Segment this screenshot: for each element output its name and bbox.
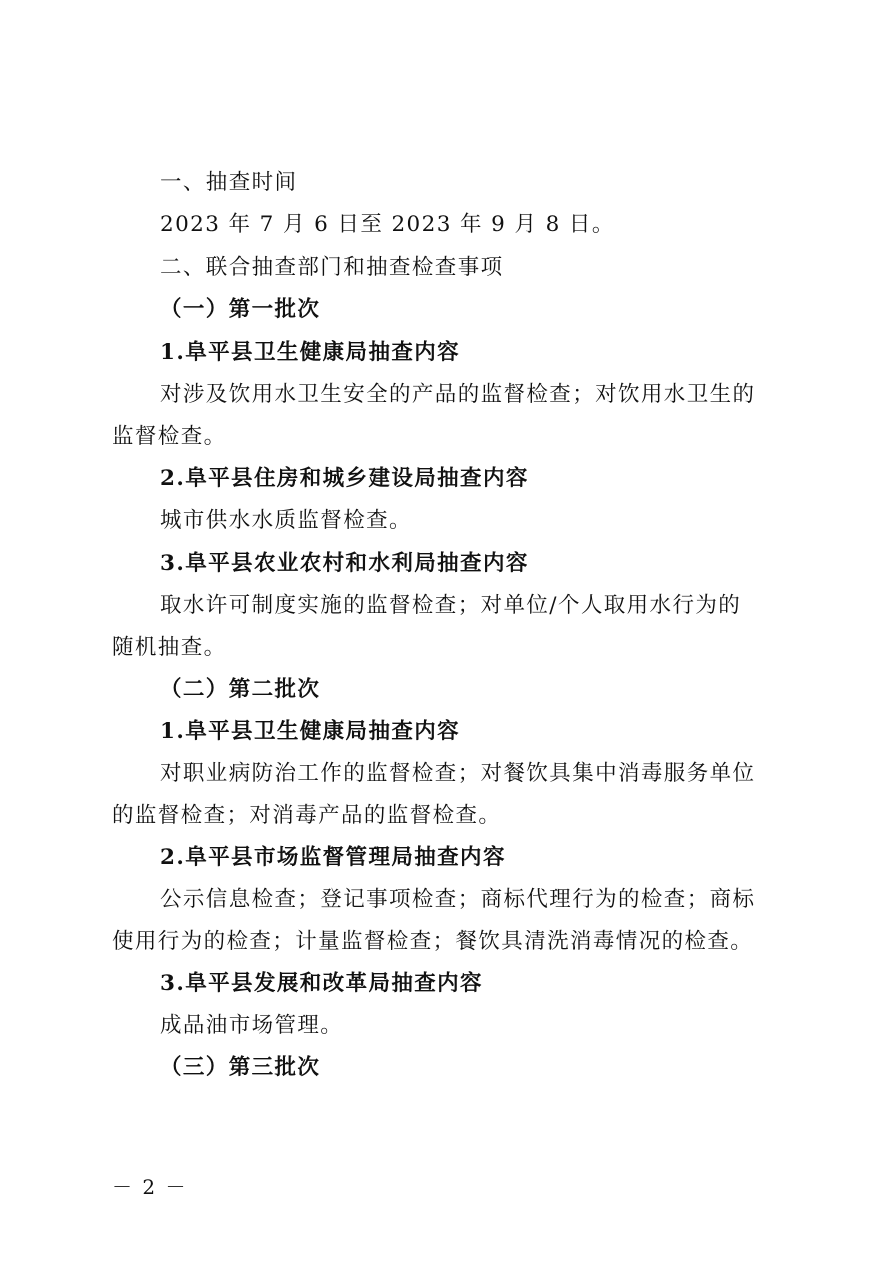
batch-2-item-2-title: 2.阜平县市场监督管理局抽查内容	[160, 845, 506, 870]
batch-1-item-3-line-1: 取水许可制度实施的监督检查；对单位/个人取用水行为的	[160, 593, 742, 618]
batch-2-item-1-title: 1.阜平县卫生健康局抽查内容	[160, 719, 461, 744]
batch-2-item-3-title: 3.阜平县发展和改革局抽查内容	[160, 971, 483, 996]
batch-2-item-2-line-2: 使用行为的检查；计量监督检查；餐饮具清洗消毒情况的检查。	[112, 929, 754, 954]
batch-1-item-1-line-2: 监督检查。	[112, 424, 227, 449]
batch-1-item-2-title: 2.阜平县住房和城乡建设局抽查内容	[160, 466, 529, 491]
page-number: － 2 －	[112, 1175, 188, 1199]
batch-1-item-1-title: 1.阜平县卫生健康局抽查内容	[160, 340, 461, 365]
batch-1-heading: （一）第一批次	[160, 297, 321, 322]
batch-1-item-1-line-1: 对涉及饮用水卫生安全的产品的监督检查；对饮用水卫生的	[160, 382, 756, 407]
batch-1-item-3-title: 3.阜平县农业农村和水利局抽查内容	[160, 551, 529, 576]
section-2-heading: 二、联合抽查部门和抽查检查事项	[160, 255, 504, 280]
batch-2-item-1-line-1: 对职业病防治工作的监督检查；对餐饮具集中消毒服务单位	[160, 761, 756, 786]
batch-2-item-3-line-1: 成品油市场管理。	[160, 1013, 344, 1038]
batch-2-item-1-line-2: 的监督检查；对消毒产品的监督检查。	[112, 803, 502, 828]
batch-1-item-3-line-2: 随机抽查。	[112, 635, 227, 660]
batch-1-item-2-line-1: 城市供水水质监督检查。	[160, 508, 412, 533]
section-1-text: 2023 年 7 月 6 日至 2023 年 9 月 8 日。	[160, 212, 615, 237]
batch-2-item-2-line-1: 公示信息检查；登记事项检查；商标代理行为的检查；商标	[160, 887, 756, 912]
batch-2-heading: （二）第二批次	[160, 677, 321, 702]
section-1-heading: 一、抽查时间	[160, 170, 298, 195]
batch-3-heading: （三）第三批次	[160, 1055, 321, 1080]
